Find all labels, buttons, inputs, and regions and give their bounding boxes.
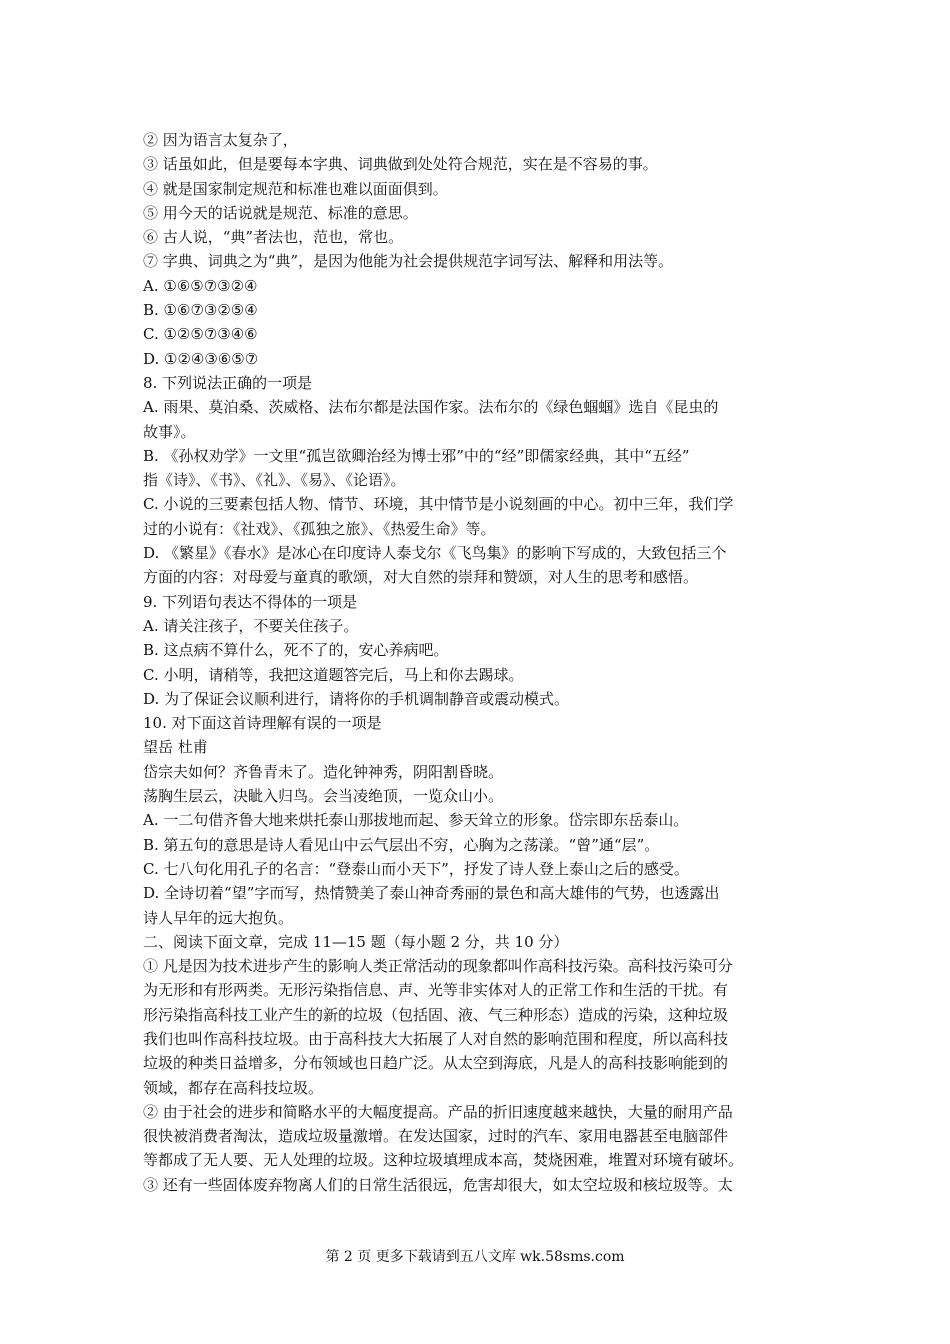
option-line: C. 小说的三要素包括人物、情节、环境，其中情节是小说刻画的中心。初中三年，我们学 — [143, 495, 734, 514]
option-line: C. 小明，请稍等，我把这道题答完后，马上和你去踢球。 — [143, 665, 524, 684]
paragraph-line: 很快被消费者淘汰，造成垃圾量激增。在发达国家，过时的汽车、家用电器甚至电脑部件 — [143, 1127, 729, 1146]
option-line: B. 第五句的意思是诗人看见山中云气层出不穷，心胸为之荡漾。“曾”通“层”。 — [143, 835, 660, 854]
poem-line: 荡胸生层云，决眦入归鸟。会当凌绝顶，一览众山小。 — [143, 787, 504, 806]
text-line: 故事》。 — [143, 422, 196, 441]
paragraph-line: 我们也叫作高科技垃圾。由于高科技大大拓展了人对自然的影响范围和程度，所以高科技 — [143, 1029, 729, 1048]
question-line: 9. 下列语句表达不得体的一项是 — [143, 592, 358, 611]
paragraph-line: ① 凡是因为技术进步产生的影响人类正常活动的现象都叫作高科技污染。高科技污染可分 — [143, 957, 733, 976]
option-line: B. 这点病不算什么，死不了的，安心养病吧。 — [143, 641, 449, 660]
text-line: ③ 话虽如此，但是要每本字典、词典做到处处符合规范，实在是不容易的事。 — [143, 155, 658, 174]
option-line: A. 雨果、莫泊桑、茨威格、法布尔都是法国作家。法布尔的《绿色蝈蝈》选自《昆虫的 — [143, 398, 719, 417]
page-footer: 第 2 页 更多下载请到五八文库 wk.58sms.com — [325, 1249, 625, 1265]
question-line: 10. 对下面这首诗理解有误的一项是 — [143, 714, 382, 733]
option-line: A. 请关注孩子，不要关住孩子。 — [143, 616, 359, 635]
text-line: ⑥ 古人说，“典”者法也，范也，常也。 — [143, 228, 404, 247]
paragraph-line: 形污染指高科技工业产生的新的垃圾（包括固、液、气三种形态）造成的污染，这种垃圾 — [143, 1005, 729, 1024]
paragraph-line: 为无形和有形两类。无形污染指信息、声、光等非实体对人的正常工作和生活的干扰。有 — [143, 981, 729, 1000]
option-line: A. ①⑥⑤⑦③②④ — [143, 276, 258, 295]
option-line: D. 全诗切着“望”字而写，热情赞美了泰山神奇秀丽的景色和高大雄伟的气势，也透露出 — [143, 884, 720, 903]
paragraph-line: 领域，都存在高科技垃圾。 — [143, 1078, 324, 1097]
section-heading: 二、阅读下面文章，完成 11—15 题（每小题 2 分，共 10 分） — [143, 932, 569, 951]
option-line: C. 七八句化用孔子的名言：“登泰山而小天下”，抒发了诗人登上泰山之后的感受。 — [143, 859, 689, 878]
option-line: D. 为了保证会议顺利进行，请将你的手机调制静音或震动模式。 — [143, 689, 570, 708]
text-line: 过的小说有：《社戏》、《孤独之旅》、《热爱生命》等。 — [143, 519, 496, 538]
poem-title: 望岳 杜甫 — [143, 738, 208, 757]
paragraph-line: ② 由于社会的进步和简略水平的大幅度提高。产品的折旧速度越来越快，大量的耐用产品 — [143, 1102, 733, 1121]
text-line: ⑦ 字典、词典之为“典”，是因为他能为社会提供规范字词写法、解释和用法等。 — [143, 252, 674, 271]
paragraph-line: 等都成了无人要、无人处理的垃圾。这种垃圾填埋成本高，焚烧困难，堆置对环境有破坏。 — [143, 1151, 744, 1170]
option-line: A. 一二句借齐鲁大地来烘托泰山那拔地而起、参天耸立的形象。岱宗即东岳泰山。 — [143, 811, 689, 830]
text-line: ② 因为语言太复杂了， — [143, 131, 298, 149]
question-line: 8. 下列说法正确的一项是 — [143, 373, 313, 392]
text-line: 诗人早年的远大抱负。 — [143, 908, 294, 927]
paragraph-line: ③ 还有一些固体废弃物离人们的日常生活很远，危害却很大，如太空垃圾和核垃圾等。太 — [143, 1175, 733, 1194]
text-line: 指《诗》、《书》、《礼》、《易》、《论语》。 — [143, 471, 406, 490]
option-line: C. ①②⑤⑦③④⑥ — [143, 325, 258, 344]
option-line: B. 《孙权劝学》一文里“孤岂欲卿治经为博士邪”中的“经”即儒家经典，其中“五经” — [143, 446, 690, 465]
text-line: 方面的内容：对母爱与童真的歌颂，对大自然的崇拜和赞颂，对人生的思考和感悟。 — [143, 568, 699, 587]
option-line: B. ①⑥⑦③②⑤④ — [143, 301, 258, 320]
document-body — [143, 128, 813, 1197]
option-line: D. ①②④③⑥⑤⑦ — [143, 349, 259, 368]
poem-line: 岱宗夫如何？齐鲁青未了。造化钟神秀，阴阳割昏晓。 — [143, 762, 504, 781]
paragraph-line: 垃圾的种类日益增多，分布领域也日趋广泛。从太空到海底，凡是人的高科技影响能到的 — [143, 1054, 729, 1073]
text-line: ⑤ 用今天的话说就是规范、标准的意思。 — [143, 203, 418, 222]
text-line: ④ 就是国家制定规范和标准也难以面面俱到。 — [143, 179, 448, 198]
option-line: D. 《繁星》《春水》是冰心在印度诗人泰戈尔《飞鸟集》的影响下写成的，大致包括三个 — [143, 544, 727, 563]
